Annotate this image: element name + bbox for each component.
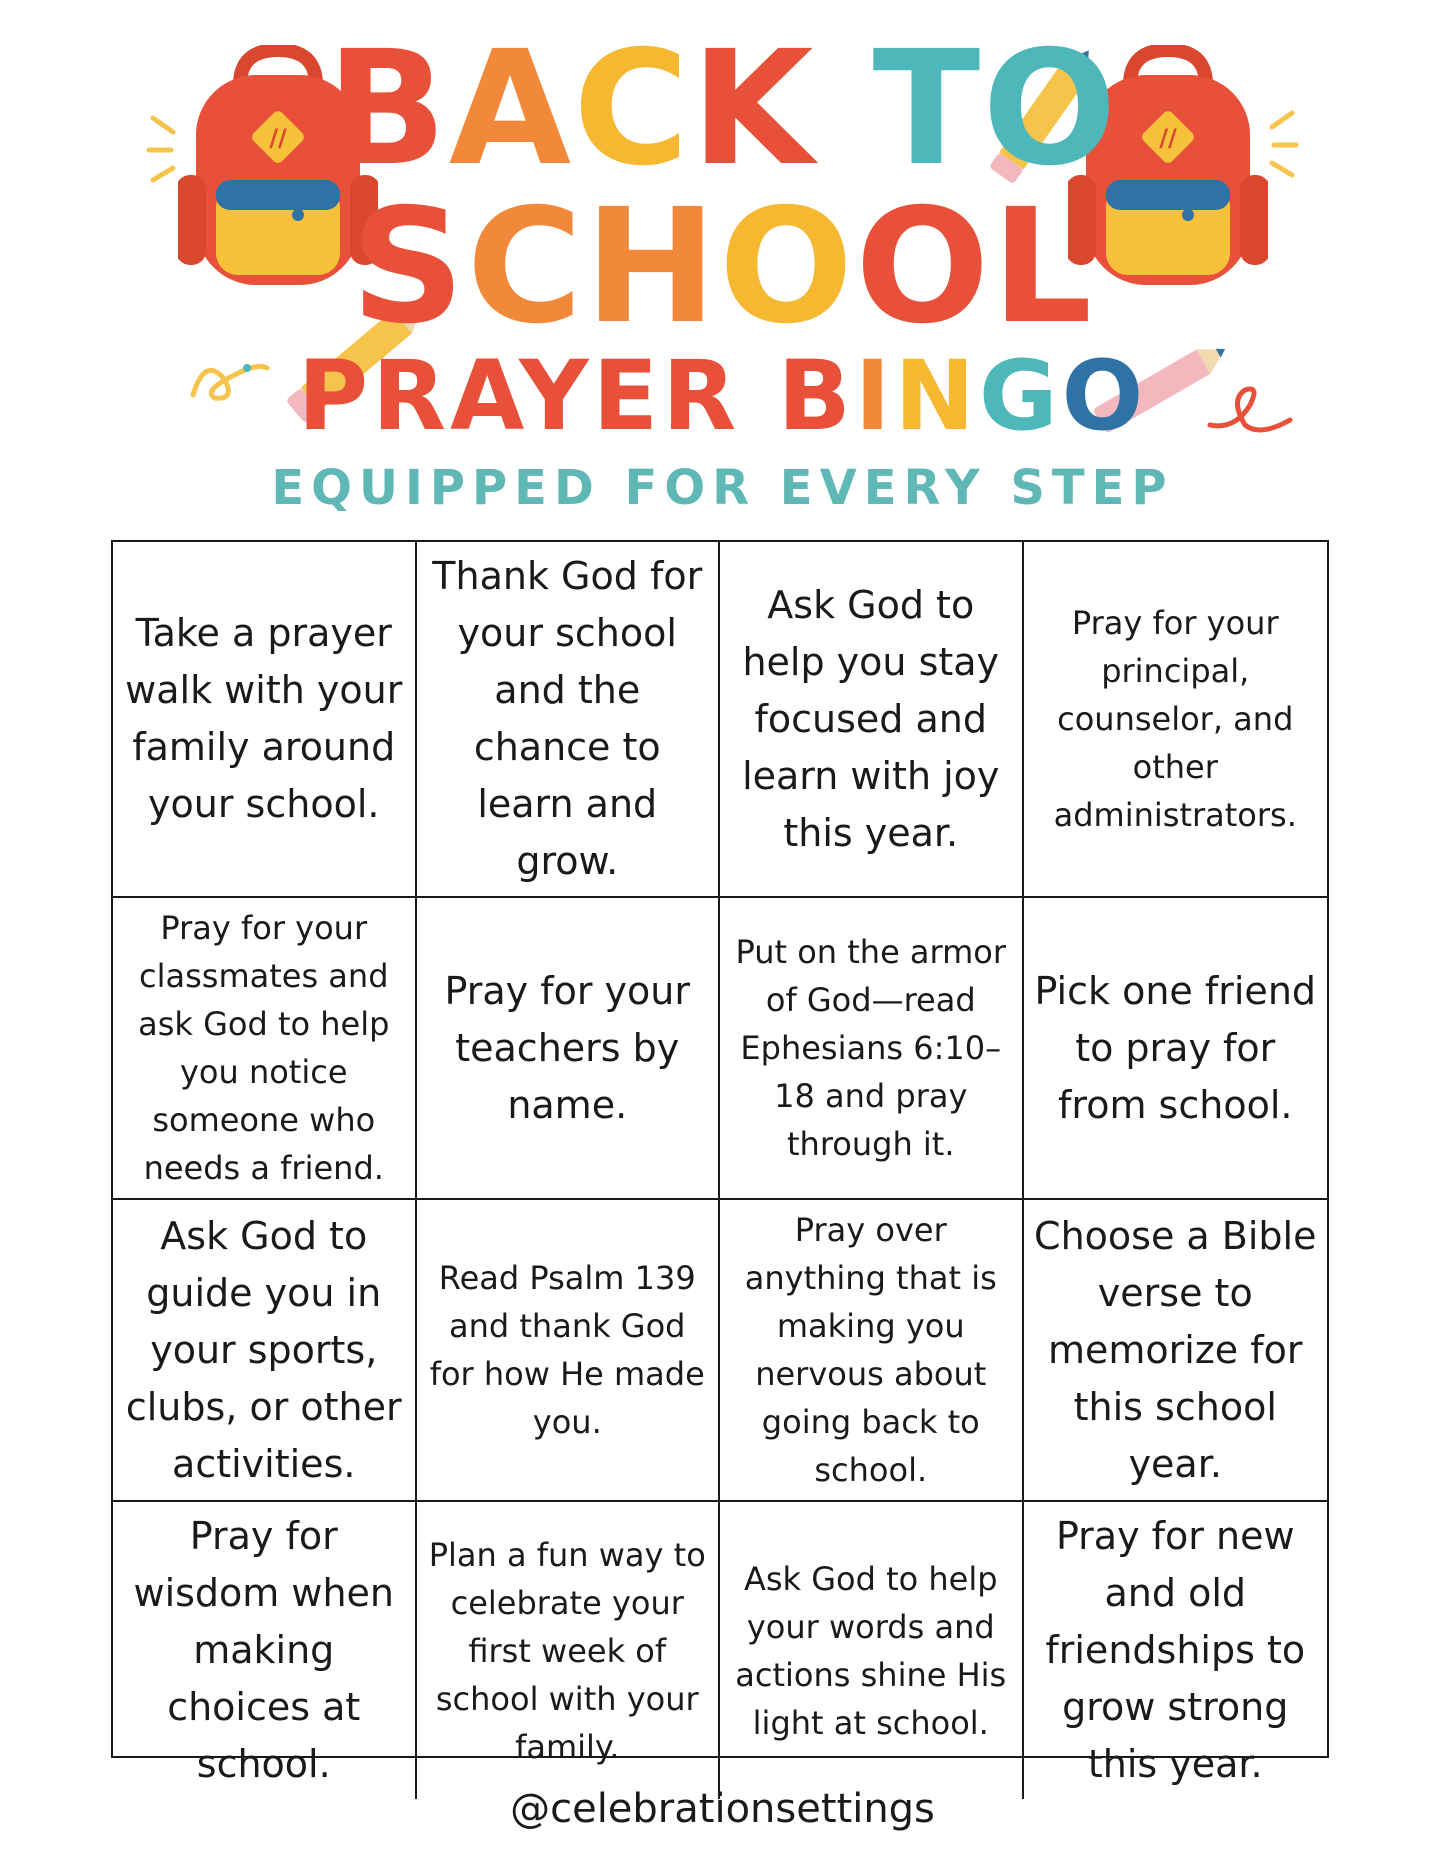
bingo-cell-text: Pick one friend to pray for from school. bbox=[1034, 968, 1317, 1127]
title-word-bingo bbox=[778, 340, 1148, 452]
bingo-cell bbox=[113, 542, 417, 898]
bingo-cell-text: Plan a fun way to celebrate your first week of school with your family. bbox=[428, 1535, 706, 1766]
bingo-cell-text: Choose a Bible verse to memorize for this school year. bbox=[1034, 1213, 1317, 1486]
svg-text://: // bbox=[1159, 124, 1177, 152]
bingo-cell bbox=[720, 1502, 1024, 1799]
title-letter: C bbox=[466, 175, 585, 359]
title-letter: O bbox=[855, 175, 992, 359]
title-word-back bbox=[326, 17, 872, 201]
bingo-cell bbox=[113, 1200, 417, 1502]
bingo-cell bbox=[417, 542, 721, 898]
title-letter: G bbox=[978, 340, 1062, 452]
title-letter: H bbox=[584, 175, 719, 359]
bingo-cell bbox=[417, 898, 721, 1200]
title-letter: B bbox=[777, 340, 855, 452]
bingo-cell bbox=[1024, 1502, 1328, 1799]
bingo-cell-text: Pray for your teachers by name. bbox=[444, 968, 690, 1127]
title-word-to bbox=[873, 17, 1119, 201]
title-letter: O bbox=[1061, 340, 1148, 452]
title-word-prayer: PRAYER bbox=[297, 340, 741, 452]
bingo-cell bbox=[113, 898, 417, 1200]
bingo-grid bbox=[111, 540, 1329, 1786]
bingo-cell-text: Pray for your principal, counselor, and other administrators. bbox=[1053, 604, 1297, 834]
title-letter: L bbox=[991, 175, 1095, 359]
bingo-cell bbox=[1024, 898, 1328, 1200]
title-letter: C bbox=[573, 17, 692, 201]
title-letter: O bbox=[982, 17, 1119, 201]
bingo-cell-text: Pray over anything that is making you nervous about going back to school. bbox=[744, 1211, 997, 1489]
bingo-cell bbox=[1024, 542, 1328, 898]
header bbox=[0, 0, 1445, 540]
title-letter: K bbox=[691, 17, 816, 201]
bingo-cell-text: Read Psalm 139 and thank God for how He made you. bbox=[429, 1259, 705, 1441]
title-line-prayer-bingo bbox=[0, 340, 1445, 452]
title-letter: A bbox=[448, 17, 574, 201]
bingo-cell bbox=[1024, 1200, 1328, 1502]
title-letter: T bbox=[872, 17, 983, 201]
footer-handle: @celebrationsettings bbox=[510, 1786, 935, 1832]
bingo-cell-text: Ask God to guide you in your sports, clubs, or other activities. bbox=[125, 1213, 402, 1486]
bingo-cell bbox=[417, 1502, 721, 1799]
bingo-cell bbox=[720, 1200, 1024, 1502]
bingo-cell bbox=[720, 542, 1024, 898]
title-letter: B bbox=[326, 17, 449, 201]
bingo-cell-text: Pray for new and old friendships to grow strong this year. bbox=[1045, 1514, 1306, 1786]
title-line-back-to bbox=[0, 17, 1445, 201]
title-letter: N bbox=[894, 340, 979, 452]
bingo-cell-text: Thank God for your school and the chance to learn and grow. bbox=[432, 554, 703, 883]
bingo-cell bbox=[720, 898, 1024, 1200]
subtitle: EQUIPPED FOR EVERY STEP bbox=[271, 460, 1174, 516]
bingo-cell-text: Take a prayer walk with your family around your school. bbox=[125, 611, 403, 826]
bingo-cell bbox=[417, 1200, 721, 1502]
bingo-cell-text: Put on the armor of God—read Ephesians 6:10–18 and pray through it. bbox=[735, 933, 1007, 1163]
bingo-cell bbox=[113, 1502, 417, 1799]
bingo-cell-text: Pray for your classmates and ask God to help you notice someone who needs a friend. bbox=[138, 909, 390, 1187]
svg-text://: // bbox=[269, 124, 287, 152]
title-line-school bbox=[0, 175, 1445, 359]
bingo-cell-text: Ask God to help you stay focused and learn with joy this year. bbox=[742, 582, 1000, 855]
bingo-cell-text: Ask God to help your words and actions shine His light at school. bbox=[735, 1559, 1007, 1742]
bingo-cell-text: Pray for wisdom when making choices at school. bbox=[133, 1514, 395, 1786]
title-letter: O bbox=[718, 175, 856, 359]
title-letter: I bbox=[854, 340, 895, 452]
title-letter: S bbox=[350, 175, 467, 359]
